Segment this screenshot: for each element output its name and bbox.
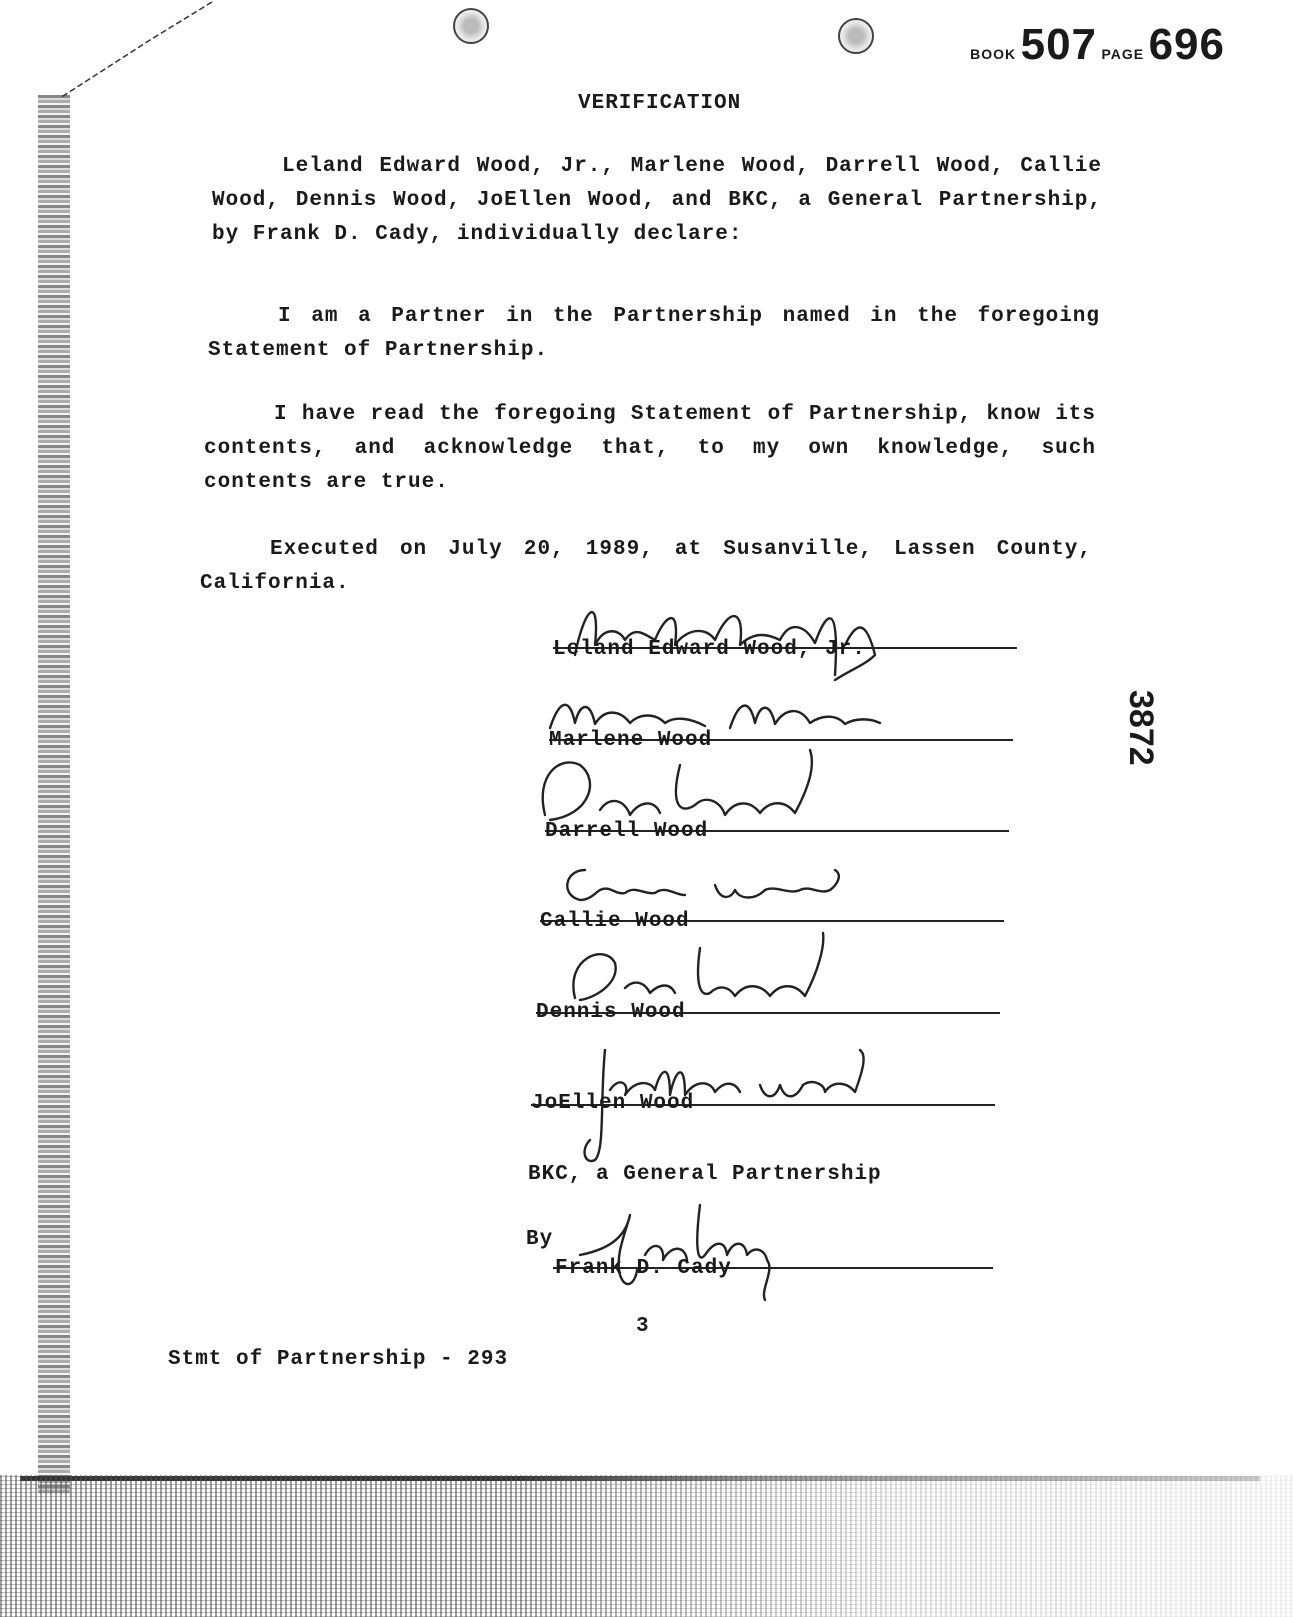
signer-name-dennis: Dennis Wood xyxy=(536,1001,686,1024)
page-number: 3 xyxy=(636,1315,650,1338)
folded-corner-line xyxy=(0,0,240,120)
book-label: BOOK xyxy=(970,46,1017,62)
bkc-partnership-label: BKC, a General Partnership xyxy=(528,1163,882,1186)
side-document-number: 3872 xyxy=(1122,690,1160,766)
executed-paragraph: Executed on July 20, 1989, at Susanville, Lassen County, California. xyxy=(200,538,1092,595)
signer-name-callie: Callie Wood xyxy=(540,910,690,933)
page-number-stamp: 696 xyxy=(1148,20,1225,69)
signer-name-frank-cady: Frank D. Cady xyxy=(555,1257,732,1280)
declaration-paragraph: Leland Edward Wood, Jr., Marlene Wood, Darrell Wood, Callie Wood, Dennis Wood, JoEllen Wood, and BKC, a General Partnership, by Frank D. Cady, individually declare: xyxy=(212,155,1102,246)
signer-name-joellen: JoEllen Wood xyxy=(531,1092,695,1115)
book-number: 507 xyxy=(1020,20,1098,69)
footer-reference: Stmt of Partnership - 293 xyxy=(168,1348,509,1371)
punch-hole-left xyxy=(453,8,489,44)
punch-hole-right xyxy=(838,18,874,54)
document-title: VERIFICATION xyxy=(578,92,742,115)
signer-name-leland: Leland Edward Wood, Jr. xyxy=(553,638,866,661)
signer-name-darrell: Darrell Wood xyxy=(545,820,709,843)
partner-paragraph: I am a Partner in the Partnership named in the foregoing Statement of Partnership. xyxy=(208,305,1100,362)
bottom-scan-noise xyxy=(0,1475,1293,1617)
by-label: By xyxy=(526,1228,554,1251)
signer-name-marlene: Marlene Wood xyxy=(549,729,713,752)
signature-frank-cady xyxy=(575,1195,805,1305)
scan-edge-strip xyxy=(38,95,70,1495)
signature-callie xyxy=(555,855,855,915)
signature-leland xyxy=(565,585,895,685)
page-label: PAGE xyxy=(1101,46,1145,62)
acknowledge-paragraph: I have read the foregoing Statement of Partnership, know its contents, and acknowledge that, to my own knowledge, such contents are true. xyxy=(204,403,1096,494)
book-page-stamp xyxy=(970,20,1225,70)
